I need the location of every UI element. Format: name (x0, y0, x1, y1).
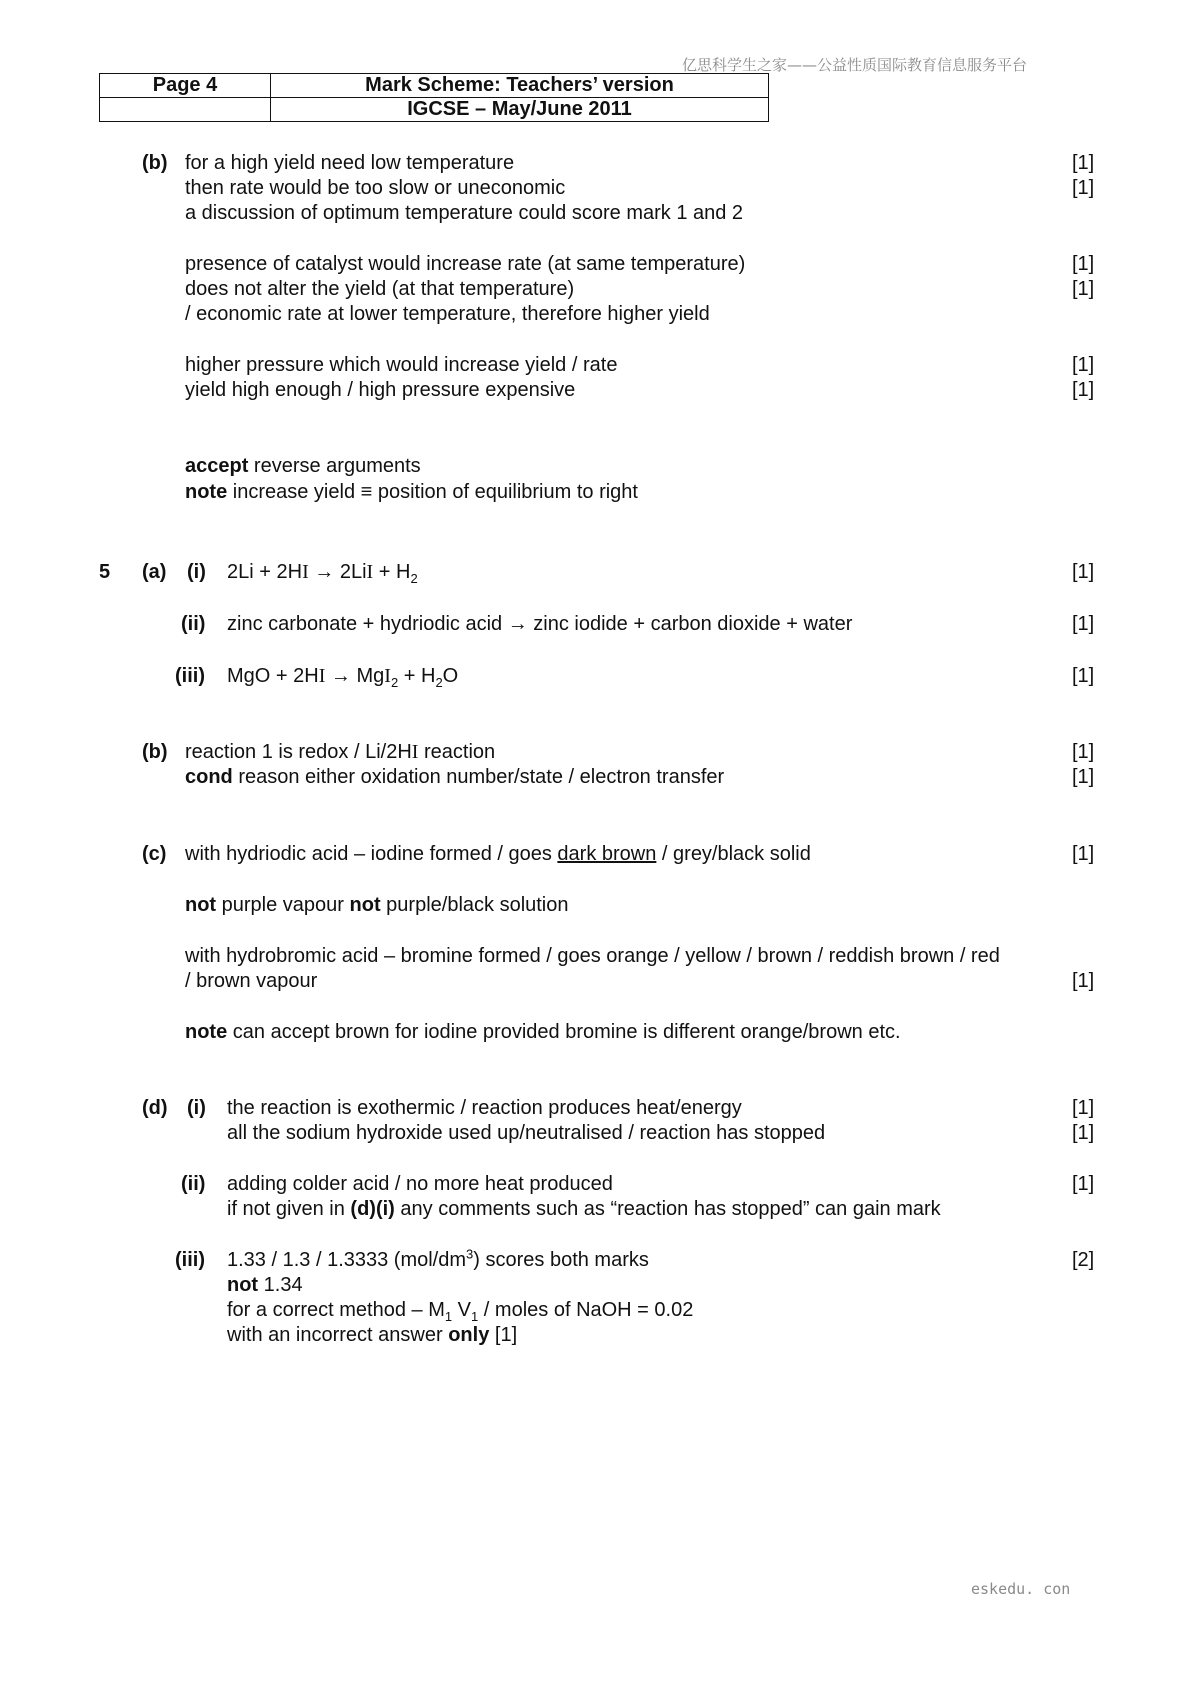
only-keyword: only (448, 1324, 490, 1346)
q5c-line-4: / brown vapour (185, 970, 318, 992)
mark: [1] (1072, 970, 1095, 992)
note-text: can accept brown for iodine provided bromine is different orange/brown etc. (227, 1021, 901, 1043)
mark: [1] (1072, 843, 1095, 865)
accept-keyword: accept (185, 455, 249, 477)
q5a-i-label: (i) (187, 561, 206, 583)
eq-part: → Mg (325, 665, 385, 687)
text-part: 1.34 (258, 1274, 303, 1296)
text-part: reason either oxidation number/state / electron transfer (232, 766, 725, 788)
exam-session: IGCSE – May/June 2011 (271, 98, 769, 122)
text-part: V (452, 1299, 472, 1321)
accept-text: reverse arguments (248, 455, 421, 477)
q5d-iii-line-2 (227, 1273, 303, 1297)
mark: [1] (1072, 379, 1095, 401)
cond-keyword: cond (185, 766, 233, 788)
eq-subscript: 2 (435, 675, 443, 690)
note-keyword: note (185, 1021, 228, 1043)
reference-bold: (d)(i) (350, 1198, 395, 1220)
q5a-label: (a) (142, 561, 167, 583)
mark: [1] (1072, 253, 1095, 275)
q5d-label: (d) (142, 1097, 168, 1119)
text-part: purple vapour (216, 894, 350, 916)
footer-watermark: eskedu. con (971, 1580, 1071, 1598)
text-part: for a correct method – M (227, 1299, 445, 1321)
q5d-iii-line-3 (227, 1298, 693, 1322)
q5d-i-label: (i) (187, 1097, 206, 1119)
q5d-iii-label: (iii) (175, 1249, 205, 1271)
text-part: purple/black solution (380, 894, 569, 916)
mark: [2] (1072, 1249, 1095, 1271)
text-part: with an incorrect answer (227, 1324, 449, 1346)
q4b-note-line (185, 480, 638, 504)
text-part: any comments such as “reaction has stopped” can gain mark (394, 1198, 941, 1220)
mark: [1] (1072, 665, 1095, 687)
q4b-line-5: does not alter the yield (at that temperature) (185, 278, 575, 300)
note-text: increase yield ≡ position of equilibrium to right (227, 481, 638, 503)
not-keyword: not (185, 894, 217, 916)
q4b-line-2: then rate would be too slow or uneconomic (185, 177, 566, 199)
mark: [1] (1072, 741, 1095, 763)
text-part: with hydriodic acid – iodine formed / goes (185, 843, 558, 865)
q5c-not-line (185, 893, 569, 917)
text-part: I (411, 741, 419, 763)
q5a-ii-text: zinc carbonate + hydriodic acid → zinc iodide + carbon dioxide + water (227, 613, 853, 635)
q5-number: 5 (99, 561, 111, 583)
eq-part: → 2Li (308, 561, 367, 583)
q5d-i-line-1: the reaction is exothermic / reaction produces heat/energy (227, 1097, 742, 1119)
eq-subscript: 2 (390, 675, 399, 690)
mark: [1] (1072, 766, 1095, 788)
subscript: 1 (471, 1309, 479, 1324)
eq-subscript: 2 (410, 571, 418, 586)
text-part: reaction (418, 741, 496, 763)
document-title: Mark Scheme: Teachers’ version (271, 74, 769, 98)
q5d-ii-line-1: adding colder acid / no more heat produced (227, 1173, 613, 1195)
q5a-ii-label: (ii) (181, 613, 206, 635)
note-keyword: note (185, 481, 228, 503)
watermark-text: 亿思科学生之家——公益性质国际教育信息服务平台 (682, 56, 1028, 74)
not-keyword: not (349, 894, 381, 916)
text-part: ) scores both marks (473, 1249, 649, 1271)
mark: [1] (1072, 177, 1095, 199)
not-keyword: not (227, 1274, 259, 1296)
q4b-label: (b) (142, 152, 168, 174)
text-part: / grey/black solid (656, 843, 811, 865)
q5b-label: (b) (142, 741, 168, 763)
eq-part: I (384, 665, 391, 687)
q5b-line-2 (185, 765, 724, 789)
text-part: [1] (489, 1324, 518, 1346)
mark: [1] (1072, 1097, 1095, 1119)
q4b-line-1: for a high yield need low temperature (185, 152, 515, 174)
eq-part: MgO + 2H (227, 665, 319, 687)
q5c-line-3: with hydrobromic acid – bromine formed / goes orange / yellow / brown / reddish brown / red (185, 945, 1000, 967)
q5c-label: (c) (142, 843, 167, 865)
text-part: if not given in (227, 1198, 351, 1220)
q5c-note-line (185, 1020, 901, 1044)
eq-part: I (366, 561, 374, 583)
page-number: Page 4 (100, 74, 271, 98)
q5a-i-equation (227, 560, 418, 584)
eq-part: + H (398, 665, 436, 687)
mark: [1] (1072, 152, 1095, 174)
q5d-iii-line-4 (227, 1323, 517, 1347)
q5c-line-1 (185, 842, 811, 866)
mark: [1] (1072, 278, 1095, 300)
header-empty-cell (100, 98, 271, 122)
q5a-iii-equation (227, 664, 458, 688)
q5a-iii-label: (iii) (175, 665, 205, 687)
text-part: 1.33 / 1.3 / 1.3333 (mol/dm (227, 1249, 467, 1271)
mark: [1] (1072, 1122, 1095, 1144)
text-part: reaction 1 is redox / Li/2H (185, 741, 412, 763)
text-part: / moles of NaOH = 0.02 (478, 1299, 694, 1321)
q4b-line-6: / economic rate at lower temperature, therefore higher yield (185, 303, 710, 325)
q5d-ii-label: (ii) (181, 1173, 206, 1195)
eq-part: O (442, 665, 459, 687)
q4b-line-8: yield high enough / high pressure expensive (185, 379, 576, 401)
q4b-line-3: a discussion of optimum temperature could score mark 1 and 2 (185, 202, 744, 224)
eq-part: I (302, 561, 309, 583)
subscript: 1 (444, 1309, 453, 1324)
eq-part: I (318, 665, 326, 687)
mark: [1] (1072, 354, 1095, 376)
superscript: 3 (466, 1246, 474, 1262)
underlined-text: dark brown (557, 843, 657, 865)
q5b-line-1 (185, 740, 495, 764)
mark: [1] (1072, 613, 1095, 635)
q5d-i-line-2: all the sodium hydroxide used up/neutralised / reaction has stopped (227, 1122, 826, 1144)
eq-part: 2Li + 2H (227, 561, 303, 583)
q4b-accept-line (185, 454, 421, 478)
mark: [1] (1072, 1173, 1095, 1195)
q4b-line-7: higher pressure which would increase yield / rate (185, 354, 618, 376)
q5d-ii-line-2 (227, 1197, 941, 1221)
eq-part: + H (373, 561, 411, 583)
q4b-line-4: presence of catalyst would increase rate (at same temperature) (185, 253, 746, 275)
q5d-iii-line-1 (227, 1248, 649, 1272)
mark: [1] (1072, 561, 1095, 583)
header-table (99, 73, 769, 122)
